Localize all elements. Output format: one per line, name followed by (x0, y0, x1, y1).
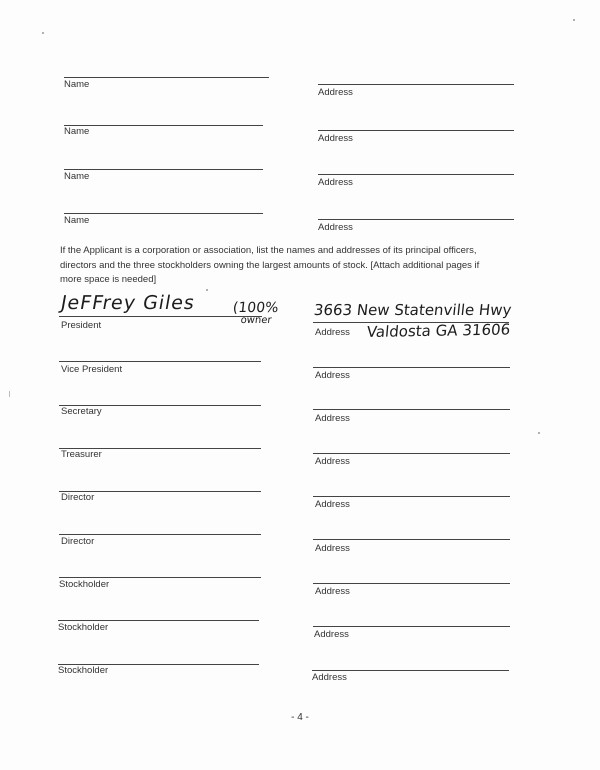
page-number: - 4 - (291, 712, 309, 723)
name-label: Name (64, 171, 90, 182)
address-line (318, 130, 514, 131)
name-line (64, 77, 269, 78)
scan-speck (538, 432, 540, 434)
vice-president-label: Vice President (61, 364, 123, 375)
name-line (64, 213, 263, 214)
stockholder-label: Stockholder (59, 579, 110, 590)
address-line (318, 84, 514, 85)
handwritten-address-line-1: 3663 New Statenville Hwy (313, 301, 513, 319)
instruction-line-3: more space is needed] (60, 274, 157, 285)
scan-speck (573, 19, 575, 21)
address-label: Address (318, 177, 353, 188)
instruction-paragraph (60, 244, 538, 288)
president-label: President (61, 320, 102, 331)
stockholder-name-line (58, 620, 259, 621)
president-name-line (59, 316, 262, 317)
address-label: Address (315, 456, 350, 467)
stockholder-label: Stockholder (58, 665, 109, 676)
stockholder-label: Stockholder (58, 622, 109, 633)
address-line (312, 670, 509, 671)
handwritten-ownership-note: owner (240, 315, 273, 326)
director-label: Director (61, 536, 95, 547)
name-label: Name (64, 79, 90, 90)
address-label: Address (315, 327, 350, 338)
name-line (64, 169, 263, 170)
instruction-line-1: If the Applicant is a corporation or association, list the names and addresses of its principal officers, (60, 245, 477, 256)
name-label: Name (64, 215, 90, 226)
address-label: Address (318, 133, 353, 144)
treasurer-label: Treasurer (61, 449, 102, 460)
director-name-line (59, 534, 261, 535)
address-label: Address (315, 499, 350, 510)
handwritten-address-line-2: Valdosta GA 31606 (366, 320, 512, 341)
stockholder-name-line (59, 577, 261, 578)
address-label: Address (315, 413, 350, 424)
address-line (313, 496, 510, 497)
address-line (313, 367, 510, 368)
handwritten-ownership: (100% (232, 300, 280, 316)
address-line (318, 219, 514, 220)
address-label: Address (315, 543, 350, 554)
handwritten-president-name: JeFFrey Giles (59, 292, 197, 314)
address-line (313, 453, 510, 454)
address-label: Address (315, 586, 350, 597)
address-line (313, 539, 510, 540)
address-label: Address (315, 370, 350, 381)
vice-president-name-line (59, 361, 261, 362)
address-line (313, 626, 510, 627)
address-line (318, 174, 514, 175)
secretary-label: Secretary (61, 406, 102, 417)
president-address-line (313, 322, 509, 323)
instruction-line-2: directors and the three stockholders owning the largest amounts of stock. [Attach additional pages if (60, 259, 480, 271)
name-line (64, 125, 263, 126)
address-label: Address (312, 672, 347, 683)
director-label: Director (61, 492, 95, 503)
address-label: Address (318, 222, 353, 233)
address-line (313, 409, 510, 410)
address-label: Address (318, 87, 353, 98)
scan-speck (9, 391, 10, 397)
name-label: Name (64, 126, 90, 137)
scan-speck (206, 289, 208, 291)
scan-speck (42, 32, 44, 34)
address-line (313, 583, 510, 584)
address-label: Address (314, 629, 349, 640)
